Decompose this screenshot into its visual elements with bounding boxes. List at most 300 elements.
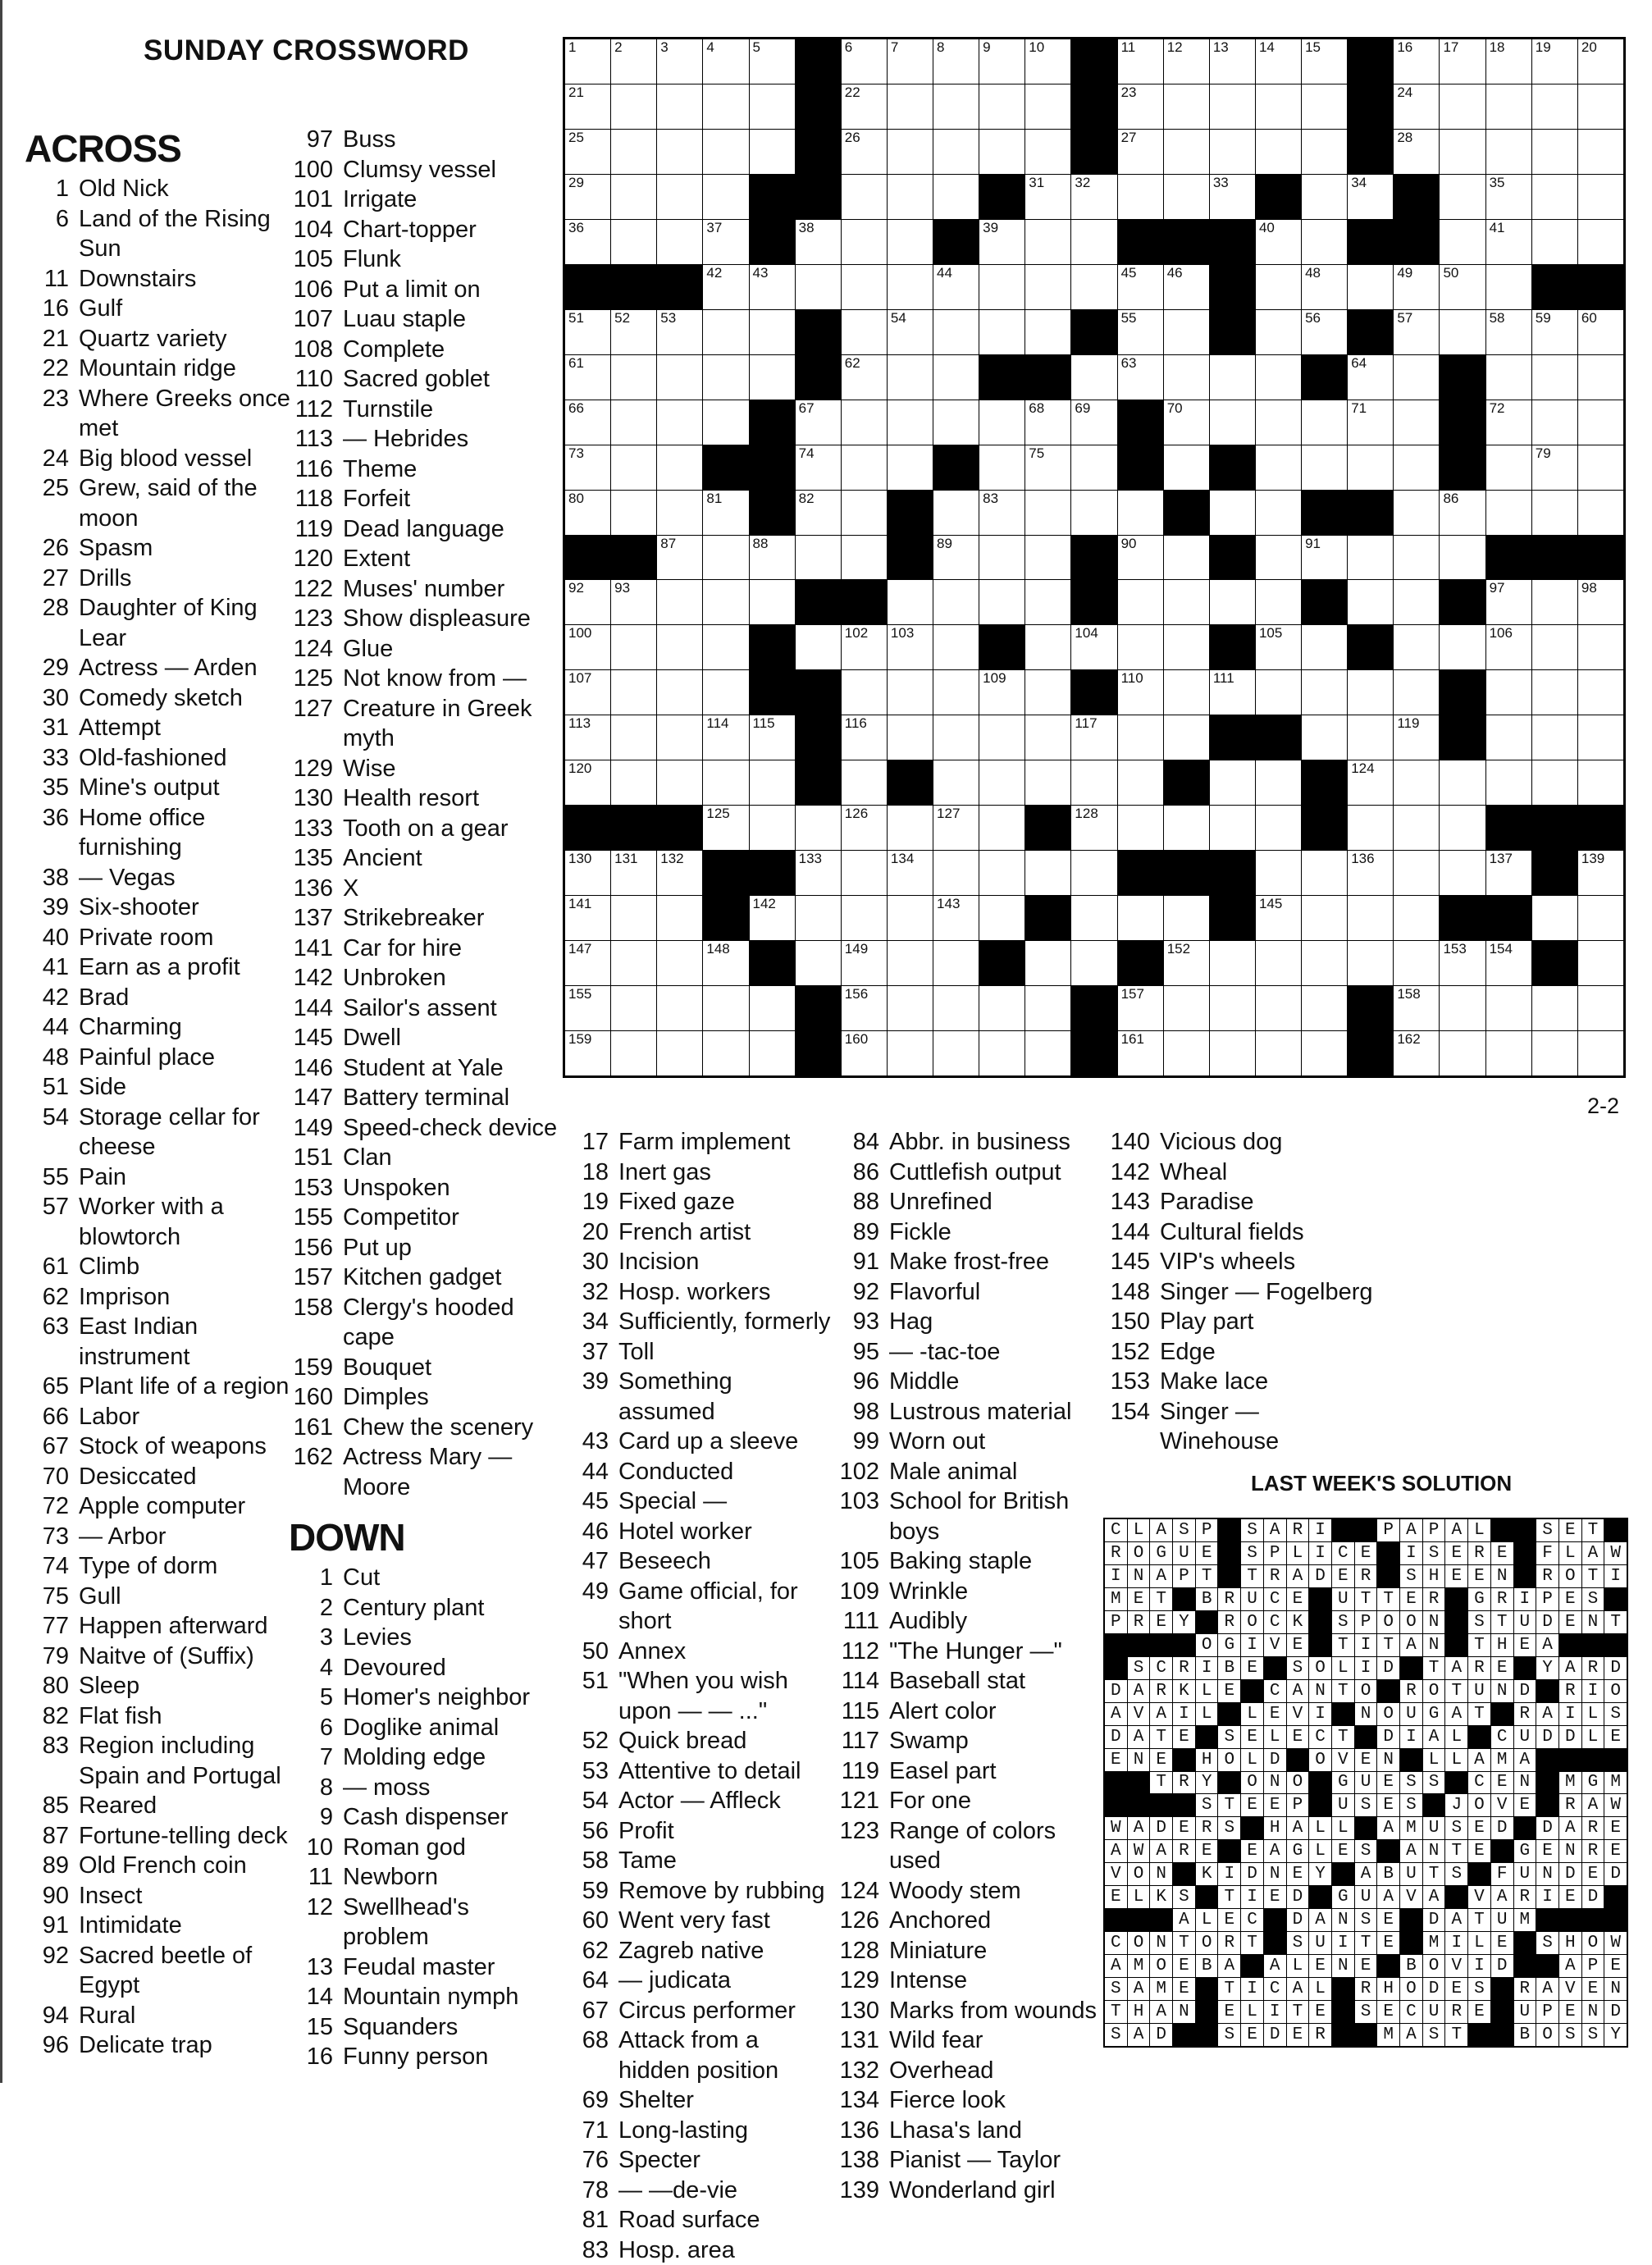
grid-cell[interactable] — [1256, 536, 1301, 580]
grid-cell[interactable] — [703, 806, 748, 850]
grid-cell[interactable] — [842, 986, 887, 1030]
grid-cell[interactable] — [657, 220, 702, 264]
grid-cell[interactable] — [1394, 896, 1439, 940]
grid-cell[interactable] — [933, 986, 979, 1030]
grid-cell[interactable] — [1302, 220, 1347, 264]
grid-cell[interactable] — [657, 445, 702, 490]
grid-cell[interactable] — [1394, 580, 1439, 624]
grid-cell[interactable] — [611, 310, 656, 354]
grid-cell[interactable] — [750, 715, 795, 760]
grid-cell[interactable] — [657, 355, 702, 400]
grid-cell[interactable] — [1578, 220, 1623, 264]
grid-cell[interactable] — [1532, 220, 1577, 264]
grid-cell[interactable] — [611, 491, 656, 535]
grid-cell[interactable] — [1025, 84, 1070, 129]
grid-cell[interactable] — [842, 84, 887, 129]
grid-cell[interactable] — [1394, 400, 1439, 445]
grid-cell[interactable] — [979, 670, 1025, 715]
grid-cell[interactable] — [750, 580, 795, 624]
grid-cell[interactable] — [888, 1031, 933, 1075]
grid-cell[interactable] — [1440, 491, 1485, 535]
grid-cell[interactable] — [933, 400, 979, 445]
grid-cell[interactable] — [796, 806, 841, 850]
grid-cell[interactable] — [703, 670, 748, 715]
grid-cell[interactable] — [796, 265, 841, 309]
grid-cell[interactable] — [1071, 445, 1116, 490]
grid-cell[interactable] — [888, 445, 933, 490]
grid-cell[interactable] — [1578, 851, 1623, 895]
grid-cell[interactable] — [611, 760, 656, 805]
grid-cell[interactable] — [1532, 310, 1577, 354]
grid-cell[interactable] — [1486, 445, 1531, 490]
grid-cell[interactable] — [1256, 806, 1301, 850]
grid-cell[interactable] — [888, 39, 933, 84]
grid-cell[interactable] — [1578, 445, 1623, 490]
grid-cell[interactable] — [565, 355, 610, 400]
grid-cell[interactable] — [888, 896, 933, 940]
grid-cell[interactable] — [796, 536, 841, 580]
grid-cell[interactable] — [750, 1031, 795, 1075]
grid-cell[interactable] — [1210, 1031, 1255, 1075]
grid-cell[interactable] — [933, 536, 979, 580]
grid-cell[interactable] — [1302, 851, 1347, 895]
grid-cell[interactable] — [611, 130, 656, 174]
grid-cell[interactable] — [933, 310, 979, 354]
grid-cell[interactable] — [979, 760, 1025, 805]
grid-cell[interactable] — [933, 715, 979, 760]
grid-cell[interactable] — [1532, 715, 1577, 760]
grid-cell[interactable] — [750, 355, 795, 400]
grid-cell[interactable] — [657, 130, 702, 174]
grid-cell[interactable] — [933, 39, 979, 84]
grid-cell[interactable] — [1486, 851, 1531, 895]
grid-cell[interactable] — [1578, 715, 1623, 760]
grid-cell[interactable] — [1394, 491, 1439, 535]
grid-cell[interactable] — [1164, 265, 1209, 309]
grid-cell[interactable] — [888, 625, 933, 669]
grid-cell[interactable] — [1025, 1031, 1070, 1075]
grid-cell[interactable] — [933, 760, 979, 805]
grid-cell[interactable] — [1348, 355, 1393, 400]
grid-cell[interactable] — [1394, 806, 1439, 850]
grid-cell[interactable] — [1532, 491, 1577, 535]
grid-cell[interactable] — [1394, 760, 1439, 805]
grid-cell[interactable] — [1440, 175, 1485, 219]
grid-cell[interactable] — [1394, 851, 1439, 895]
grid-cell[interactable] — [657, 941, 702, 985]
grid-cell[interactable] — [979, 400, 1025, 445]
grid-cell[interactable] — [1025, 851, 1070, 895]
grid-cell[interactable] — [1118, 491, 1163, 535]
grid-cell[interactable] — [1210, 355, 1255, 400]
grid-cell[interactable] — [565, 491, 610, 535]
grid-cell[interactable] — [842, 625, 887, 669]
grid-cell[interactable] — [979, 715, 1025, 760]
grid-cell[interactable] — [703, 1031, 748, 1075]
grid-cell[interactable] — [1394, 986, 1439, 1030]
grid-cell[interactable] — [1025, 39, 1070, 84]
grid-cell[interactable] — [1348, 896, 1393, 940]
grid-cell[interactable] — [750, 265, 795, 309]
grid-cell[interactable] — [979, 851, 1025, 895]
grid-cell[interactable] — [842, 941, 887, 985]
grid-cell[interactable] — [1164, 355, 1209, 400]
grid-cell[interactable] — [1532, 670, 1577, 715]
grid-cell[interactable] — [1578, 986, 1623, 1030]
grid-cell[interactable] — [657, 84, 702, 129]
grid-cell[interactable] — [979, 310, 1025, 354]
grid-cell[interactable] — [1348, 851, 1393, 895]
grid-cell[interactable] — [750, 760, 795, 805]
grid-cell[interactable] — [565, 580, 610, 624]
grid-cell[interactable] — [750, 806, 795, 850]
grid-cell[interactable] — [565, 625, 610, 669]
grid-cell[interactable] — [611, 445, 656, 490]
grid-cell[interactable] — [1256, 1031, 1301, 1075]
grid-cell[interactable] — [933, 896, 979, 940]
grid-cell[interactable] — [1256, 625, 1301, 669]
grid-cell[interactable] — [657, 760, 702, 805]
grid-cell[interactable] — [1210, 580, 1255, 624]
grid-cell[interactable] — [657, 715, 702, 760]
grid-cell[interactable] — [1164, 806, 1209, 850]
grid-cell[interactable] — [1440, 536, 1485, 580]
grid-cell[interactable] — [703, 760, 748, 805]
grid-cell[interactable] — [1210, 130, 1255, 174]
grid-cell[interactable] — [796, 896, 841, 940]
grid-cell[interactable] — [888, 400, 933, 445]
grid-cell[interactable] — [933, 806, 979, 850]
grid-cell[interactable] — [1302, 310, 1347, 354]
grid-cell[interactable] — [1486, 265, 1531, 309]
grid-cell[interactable] — [1440, 39, 1485, 84]
grid-cell[interactable] — [1071, 265, 1116, 309]
grid-cell[interactable] — [1025, 986, 1070, 1030]
grid-cell[interactable] — [1394, 625, 1439, 669]
grid-cell[interactable] — [1210, 400, 1255, 445]
grid-cell[interactable] — [1394, 1031, 1439, 1075]
grid-cell[interactable] — [1025, 445, 1070, 490]
grid-cell[interactable] — [1532, 580, 1577, 624]
grid-cell[interactable] — [1210, 986, 1255, 1030]
grid-cell[interactable] — [703, 941, 748, 985]
grid-cell[interactable] — [750, 310, 795, 354]
grid-cell[interactable] — [1164, 84, 1209, 129]
grid-cell[interactable] — [1302, 130, 1347, 174]
grid-cell[interactable] — [703, 715, 748, 760]
grid-cell[interactable] — [888, 806, 933, 850]
grid-cell[interactable] — [933, 941, 979, 985]
grid-cell[interactable] — [1025, 130, 1070, 174]
grid-cell[interactable] — [1210, 491, 1255, 535]
grid-cell[interactable] — [565, 670, 610, 715]
grid-cell[interactable] — [1164, 310, 1209, 354]
grid-cell[interactable] — [1348, 536, 1393, 580]
grid-cell[interactable] — [1440, 941, 1485, 985]
grid-cell[interactable] — [1164, 986, 1209, 1030]
grid-cell[interactable] — [888, 580, 933, 624]
grid-cell[interactable] — [1578, 580, 1623, 624]
grid-cell[interactable] — [842, 851, 887, 895]
grid-cell[interactable] — [1532, 84, 1577, 129]
grid-cell[interactable] — [1071, 355, 1116, 400]
grid-cell[interactable] — [979, 39, 1025, 84]
grid-cell[interactable] — [1440, 265, 1485, 309]
grid-cell[interactable] — [1256, 851, 1301, 895]
grid-cell[interactable] — [1486, 220, 1531, 264]
grid-cell[interactable] — [1164, 670, 1209, 715]
grid-cell[interactable] — [842, 355, 887, 400]
grid-cell[interactable] — [1578, 355, 1623, 400]
grid-cell[interactable] — [1302, 445, 1347, 490]
grid-cell[interactable] — [1256, 760, 1301, 805]
grid-cell[interactable] — [1440, 806, 1485, 850]
grid-cell[interactable] — [611, 1031, 656, 1075]
grid-cell[interactable] — [888, 175, 933, 219]
grid-cell[interactable] — [1164, 536, 1209, 580]
grid-cell[interactable] — [1118, 1031, 1163, 1075]
grid-cell[interactable] — [1210, 84, 1255, 129]
grid-cell[interactable] — [1578, 670, 1623, 715]
grid-cell[interactable] — [565, 39, 610, 84]
grid-cell[interactable] — [1025, 536, 1070, 580]
grid-cell[interactable] — [888, 220, 933, 264]
grid-cell[interactable] — [1532, 400, 1577, 445]
grid-cell[interactable] — [1256, 265, 1301, 309]
grid-cell[interactable] — [1118, 310, 1163, 354]
grid-cell[interactable] — [1118, 986, 1163, 1030]
grid-cell[interactable] — [1210, 760, 1255, 805]
grid-cell[interactable] — [1210, 39, 1255, 84]
grid-cell[interactable] — [1532, 445, 1577, 490]
grid-cell[interactable] — [611, 986, 656, 1030]
grid-cell[interactable] — [1486, 986, 1531, 1030]
grid-cell[interactable] — [796, 220, 841, 264]
grid-cell[interactable] — [657, 986, 702, 1030]
grid-cell[interactable] — [1302, 625, 1347, 669]
grid-cell[interactable] — [1348, 580, 1393, 624]
grid-cell[interactable] — [1118, 84, 1163, 129]
grid-cell[interactable] — [611, 220, 656, 264]
grid-cell[interactable] — [1025, 625, 1070, 669]
grid-cell[interactable] — [1256, 355, 1301, 400]
grid-cell[interactable] — [888, 941, 933, 985]
grid-cell[interactable] — [1025, 310, 1070, 354]
grid-cell[interactable] — [1025, 941, 1070, 985]
grid-cell[interactable] — [611, 39, 656, 84]
grid-cell[interactable] — [1394, 310, 1439, 354]
grid-cell[interactable] — [1210, 175, 1255, 219]
grid-cell[interactable] — [657, 310, 702, 354]
grid-cell[interactable] — [888, 84, 933, 129]
grid-cell[interactable] — [1164, 941, 1209, 985]
grid-cell[interactable] — [1578, 130, 1623, 174]
grid-cell[interactable] — [1532, 1031, 1577, 1075]
grid-cell[interactable] — [1025, 400, 1070, 445]
grid-cell[interactable] — [979, 265, 1025, 309]
grid-cell[interactable] — [657, 536, 702, 580]
grid-cell[interactable] — [703, 400, 748, 445]
grid-cell[interactable] — [611, 715, 656, 760]
grid-cell[interactable] — [750, 39, 795, 84]
grid-cell[interactable] — [1118, 39, 1163, 84]
grid-cell[interactable] — [1164, 1031, 1209, 1075]
grid-cell[interactable] — [1118, 580, 1163, 624]
grid-cell[interactable] — [1118, 355, 1163, 400]
grid-cell[interactable] — [1071, 851, 1116, 895]
grid-cell[interactable] — [1071, 806, 1116, 850]
grid-cell[interactable] — [1071, 715, 1116, 760]
grid-cell[interactable] — [979, 220, 1025, 264]
grid-cell[interactable] — [611, 941, 656, 985]
grid-cell[interactable] — [565, 310, 610, 354]
grid-cell[interactable] — [1164, 130, 1209, 174]
grid-cell[interactable] — [703, 265, 748, 309]
grid-cell[interactable] — [888, 851, 933, 895]
grid-cell[interactable] — [1210, 941, 1255, 985]
grid-cell[interactable] — [1440, 220, 1485, 264]
grid-cell[interactable] — [1440, 625, 1485, 669]
grid-cell[interactable] — [1486, 670, 1531, 715]
grid-cell[interactable] — [611, 896, 656, 940]
grid-cell[interactable] — [1071, 941, 1116, 985]
grid-cell[interactable] — [979, 986, 1025, 1030]
grid-cell[interactable] — [796, 400, 841, 445]
grid-cell[interactable] — [1578, 400, 1623, 445]
grid-cell[interactable] — [565, 130, 610, 174]
grid-cell[interactable] — [1486, 400, 1531, 445]
grid-cell[interactable] — [796, 851, 841, 895]
grid-cell[interactable] — [1164, 400, 1209, 445]
grid-cell[interactable] — [1071, 491, 1116, 535]
grid-cell[interactable] — [842, 896, 887, 940]
grid-cell[interactable] — [888, 986, 933, 1030]
grid-cell[interactable] — [842, 536, 887, 580]
grid-cell[interactable] — [565, 445, 610, 490]
grid-cell[interactable] — [750, 130, 795, 174]
grid-cell[interactable] — [565, 400, 610, 445]
grid-cell[interactable] — [979, 896, 1025, 940]
grid-cell[interactable] — [842, 265, 887, 309]
grid-cell[interactable] — [979, 580, 1025, 624]
grid-cell[interactable] — [1302, 84, 1347, 129]
grid-cell[interactable] — [750, 986, 795, 1030]
grid-cell[interactable] — [657, 851, 702, 895]
grid-cell[interactable] — [1256, 220, 1301, 264]
grid-cell[interactable] — [565, 986, 610, 1030]
grid-cell[interactable] — [933, 670, 979, 715]
grid-cell[interactable] — [657, 39, 702, 84]
grid-cell[interactable] — [1118, 265, 1163, 309]
grid-cell[interactable] — [1578, 896, 1623, 940]
grid-cell[interactable] — [611, 625, 656, 669]
grid-cell[interactable] — [703, 536, 748, 580]
grid-cell[interactable] — [1256, 400, 1301, 445]
grid-cell[interactable] — [1394, 941, 1439, 985]
grid-cell[interactable] — [979, 130, 1025, 174]
grid-cell[interactable] — [1118, 670, 1163, 715]
grid-cell[interactable] — [842, 806, 887, 850]
grid-cell[interactable] — [1118, 896, 1163, 940]
grid-cell[interactable] — [1256, 84, 1301, 129]
grid-cell[interactable] — [842, 491, 887, 535]
grid-cell[interactable] — [1025, 220, 1070, 264]
grid-cell[interactable] — [1302, 265, 1347, 309]
grid-cell[interactable] — [933, 625, 979, 669]
grid-cell[interactable] — [888, 715, 933, 760]
grid-cell[interactable] — [703, 84, 748, 129]
grid-cell[interactable] — [1118, 715, 1163, 760]
grid-cell[interactable] — [1025, 760, 1070, 805]
grid-cell[interactable] — [1486, 175, 1531, 219]
grid-cell[interactable] — [1486, 1031, 1531, 1075]
grid-cell[interactable] — [933, 355, 979, 400]
grid-cell[interactable] — [1256, 941, 1301, 985]
grid-cell[interactable] — [1394, 355, 1439, 400]
grid-cell[interactable] — [1532, 896, 1577, 940]
grid-cell[interactable] — [1486, 355, 1531, 400]
grid-cell[interactable] — [657, 670, 702, 715]
grid-cell[interactable] — [611, 400, 656, 445]
grid-cell[interactable] — [842, 310, 887, 354]
grid-cell[interactable] — [1302, 941, 1347, 985]
grid-cell[interactable] — [842, 715, 887, 760]
grid-cell[interactable] — [703, 310, 748, 354]
grid-cell[interactable] — [842, 400, 887, 445]
grid-cell[interactable] — [1302, 175, 1347, 219]
grid-cell[interactable] — [888, 670, 933, 715]
grid-cell[interactable] — [1348, 400, 1393, 445]
grid-cell[interactable] — [1118, 806, 1163, 850]
grid-cell[interactable] — [1071, 400, 1116, 445]
grid-cell[interactable] — [1210, 670, 1255, 715]
grid-cell[interactable] — [1532, 625, 1577, 669]
grid-cell[interactable] — [933, 84, 979, 129]
grid-cell[interactable] — [1302, 536, 1347, 580]
grid-cell[interactable] — [565, 896, 610, 940]
grid-cell[interactable] — [565, 760, 610, 805]
grid-cell[interactable] — [1302, 986, 1347, 1030]
grid-cell[interactable] — [611, 851, 656, 895]
grid-cell[interactable] — [565, 715, 610, 760]
grid-cell[interactable] — [1394, 670, 1439, 715]
grid-cell[interactable] — [657, 625, 702, 669]
grid-cell[interactable] — [1164, 625, 1209, 669]
grid-cell[interactable] — [1578, 941, 1623, 985]
grid-cell[interactable] — [1025, 265, 1070, 309]
grid-cell[interactable] — [979, 445, 1025, 490]
grid-cell[interactable] — [1164, 175, 1209, 219]
grid-cell[interactable] — [565, 84, 610, 129]
grid-cell[interactable] — [1486, 130, 1531, 174]
grid-cell[interactable] — [1486, 941, 1531, 985]
grid-cell[interactable] — [842, 760, 887, 805]
grid-cell[interactable] — [703, 355, 748, 400]
grid-cell[interactable] — [1071, 175, 1116, 219]
grid-cell[interactable] — [1256, 670, 1301, 715]
grid-cell[interactable] — [703, 986, 748, 1030]
grid-cell[interactable] — [611, 175, 656, 219]
grid-cell[interactable] — [979, 1031, 1025, 1075]
grid-cell[interactable] — [1348, 941, 1393, 985]
grid-cell[interactable] — [1256, 39, 1301, 84]
grid-cell[interactable] — [657, 400, 702, 445]
grid-cell[interactable] — [1578, 84, 1623, 129]
grid-cell[interactable] — [1071, 220, 1116, 264]
grid-cell[interactable] — [1440, 130, 1485, 174]
grid-cell[interactable] — [888, 355, 933, 400]
grid-cell[interactable] — [1025, 670, 1070, 715]
